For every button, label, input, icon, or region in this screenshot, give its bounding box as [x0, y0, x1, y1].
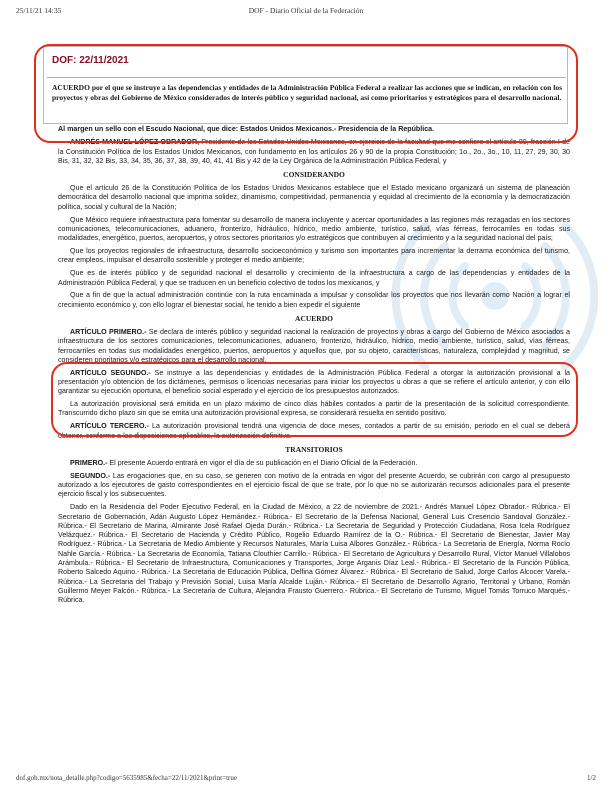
print-page-title: DOF - Diario Oficial de la Federación	[248, 6, 364, 15]
print-footer	[16, 774, 596, 786]
print-url: dof.gob.mx/nota_detalle.php?codigo=5635985&fecha=22/11/2021&print=true	[16, 774, 237, 782]
article-second-text: Se instruye a las dependencias y entidades de la Administración Pública Federal a otorgar la autorización provisional a la presentación y/o obtención de los dictámenes, permisos o licencias necesarias para iniciar los proyectos u obras a que se refiere el artículo anterior, y con ello garantizar su ejecución oportuna, el beneficio social esperado y el ejercicio de los presupuestos autorizados.	[58, 368, 570, 396]
president-name: ANDRÉS MANUEL LÓPEZ OBRADOR,	[70, 138, 200, 147]
considerando-paragraph: Que el artículo 26 de la Constitución Política de los Estados Unidos Mexicanos establece que el Estado mexicano organizará un sistema de planeación democrática del desarrollo nacional que imprima solidez, dinamismo, competitividad, permanencia y equidad al crecimiento de la economía y la democratización política, social y cultural de la Nación;	[58, 184, 570, 211]
article-second-label: ARTÍCULO SEGUNDO.-	[70, 368, 151, 377]
acuerdo-heading: ACUERDO	[295, 313, 333, 323]
document-title: ACUERDO por el que se instruye a las dependencias y entidades de la Administración Pública Federal a realizar las acciones que se indican, en relación con los proyectos y obras del Gobierno de México considerados de interés público y seguridad nacional, así como prioritarios y estratégicos para el desarrollo nacional.	[52, 83, 562, 102]
considerando-paragraph: Que los proyectos regionales de infraestructura, desarrollo socioeconómico y turismo son importantes para incrementar la derrama económica del turismo, crear empleos, impulsar el desarrollo sostenible y proteger el medio ambiente;	[58, 247, 570, 265]
preamble-text: Presidente de los Estados Unidos Mexicanos, en ejercicio de la facultad que me confiere el artículo 89, fracción I de la Constitución Política de los Estados Unidos Mexicanos, con fundamento en los artículos 26 y 90 de la propia Constitución; 1o., 2o., 3o., 10, 11, 27, 29, 30, 30 Bis, 31, 32, 32 Bis, 33, 34, 35, 36, 37, 38, 39, 40, 41, 41 Bis y 42 de la Ley Orgánica de la Administración Pública Federal, y	[58, 138, 570, 165]
article-first-label: ARTÍCULO PRIMERO.-	[70, 327, 147, 336]
annotation-oval-article	[51, 362, 578, 440]
transitorios-heading: TRANSITORIOS	[285, 444, 343, 454]
considerando-paragraph: Que es de interés público y de seguridad nacional el desarrollo y crecimiento de la infraestructura a cargo de las dependencias y entidades de la Administración Pública Federal, y que se traducen en un beneficio colectivo de todos los mexicanos, y	[58, 269, 570, 287]
transitory-first-text: El presente Acuerdo entrará en vigor el día de su publicación en el Diario Oficial de la Federación.	[107, 458, 418, 467]
considerando-heading: CONSIDERANDO	[283, 169, 345, 179]
article-first-text: Se declara de interés público y seguridad nacional la realización de proyectos y obras a cargo del Gobierno de México asociados a infraestructura de los sectores comunicaciones, telecomunicaciones, aduanero, fronterizo, hidráulico, hídrico, medio ambiente, turístico, salud, vías férreas, ferrocarriles en todas sus modalidades energético, puertos, aeropuertos y aquellos que, por su objeto, características, naturaleza, complejidad y magnitud, se consideren prioritarios y/o estratégicos para el desarrollo nacional.	[58, 327, 571, 364]
print-page-number: 1/2	[587, 774, 596, 782]
closing-signatures: Dado en la Residencia del Poder Ejecutivo Federal, en la Ciudad de México, a 22 de noviembre de 2021.- Andrés Manuel López Obrador.- Rúbrica.- El Secretario de Gobernación, Adán Augusto López Hernández.- Rúbrica.- El Secretario de la Defensa Nacional, General Luis Cresencio Sandoval González.- Rúbrica.- El Secretario de Marina, Almirante José Rafael Ojeda Durán.- Rúbrica.- La Secretaria de Seguridad y Protección Ciudadana, Rosa Icela Rodríguez Velázquez.- Rúbrica.- El Secretario de Hacienda y Crédito Público, Rogelio Eduardo Ramírez de la O.- Rúbrica.- El Secretario de Bienestar, Javier May Rodríguez.- Rúbrica.- La Secretaria de Medio Ambiente y Recursos Naturales, María Luisa Albores González.- Rúbrica.- La Secretaria de Energía, Norma Rocío Nahle García.- Rúbrica.- La Secretaria de Economía, Tatiana Clouthier Carrillo.- Rúbrica.- El Secretario de Agricultura y Desarrollo Rural, Víctor Manuel Villalobos Arámbula.- Rúbrica.- El Secretario de Infraestructura, Comunicaciones y Transportes, Jorge Arganis Díaz Leal.- Rúbrica.- El Secretario de la Función Pública, Roberto Salcedo Aquino.- Rúbrica.- La Secretaria de Educación Pública, Delfina Gómez Álvarez.- Rúbrica.- El Secretario de Salud, Jorge Carlos Alcocer Varela.- Rúbrica.- La Secretaria del Trabajo y Previsión Social, Luisa María Alcalde Luján.- Rúbrica.- El Secretario de Desarrollo Agrario, Territorial y Urbano, Román Guillermo Meyer Falcón.- Rúbrica.- La Secretaria de Cultura, Alejandra Frausto Guerrero.- Rúbrica.- El Secretario de Turismo, Miguel Tomás Torruco Marqués.- Rúbrica.	[58, 503, 570, 605]
transitory-second-text: Las erogaciones que, en su caso, se generen con motivo de la entrada en vigor del presente Acuerdo, se cubrirán con cargo al presupuesto autorizado a los ejecutores de gasto correspondientes en el ejercicio fiscal de que se trate, por lo que no se autorizarán recursos adicionales para el presente ejercicio fiscal y los subsecuentes.	[58, 471, 570, 499]
print-timestamp: 25/11/21 14:35	[16, 6, 62, 15]
transitory-first-label: PRIMERO.-	[70, 458, 108, 467]
seal-line: Al margen un sello con el Escudo Nacional, que dice: Estados Unidos Mexicanos.- Presidencia de la República.	[58, 125, 435, 133]
transitory-second-label: SEGUNDO.-	[70, 471, 111, 480]
article-second-paragraph: La autorización provisional será emitida en un plazo máximo de cinco días hábiles contados a partir de la presentación de la solicitud correspondiente. Transcurrido dicho plazo sin que se emita una autorización provisional expresa, se considerará resuelta en sentido positivo.	[58, 400, 570, 418]
print-header	[16, 6, 596, 18]
considerando-paragraph: Que a fin de que la actual administración continúe con la ruta encaminada a impulsar y consolidar los proyectos que nos llevarán como Nación a lograr el crecimiento económico y, con ello lograr el bienestar social, he tenido a bien expedir el siguiente	[58, 291, 570, 309]
annotation-oval-title	[34, 44, 578, 143]
transitory-first	[58, 459, 570, 468]
considerando-paragraph: Que México requiere infraestructura para fomentar su desarrollo de manera incluyente y acercar oportunidades a las regiones más rezagadas en los sectores comunicaciones, telecomunicaciones, aduanero, fronterizo, hidráulico, hídrico, medio ambiente, turístico, salud, vías férreas, ferrocarriles en todas sus modalidades, energético, puertos, aeropuertos, y otros sectores prioritarios y/o estratégicos que contribuyen al crecimiento y a la seguridad nacional del país;	[58, 215, 570, 243]
transitory-second	[58, 472, 570, 500]
article-third-label: ARTÍCULO TERCERO.-	[70, 422, 149, 431]
article-third-text: La autorización provisional tendrá una vigencia de doce meses, contados a partir de su emisión, periodo en el cual se deberá obtener, conforme a las disposiciones aplicables, la autorización definitiva.	[58, 422, 570, 440]
publication-date: DOF: 22/11/2021	[52, 55, 129, 66]
article-first	[58, 328, 570, 365]
